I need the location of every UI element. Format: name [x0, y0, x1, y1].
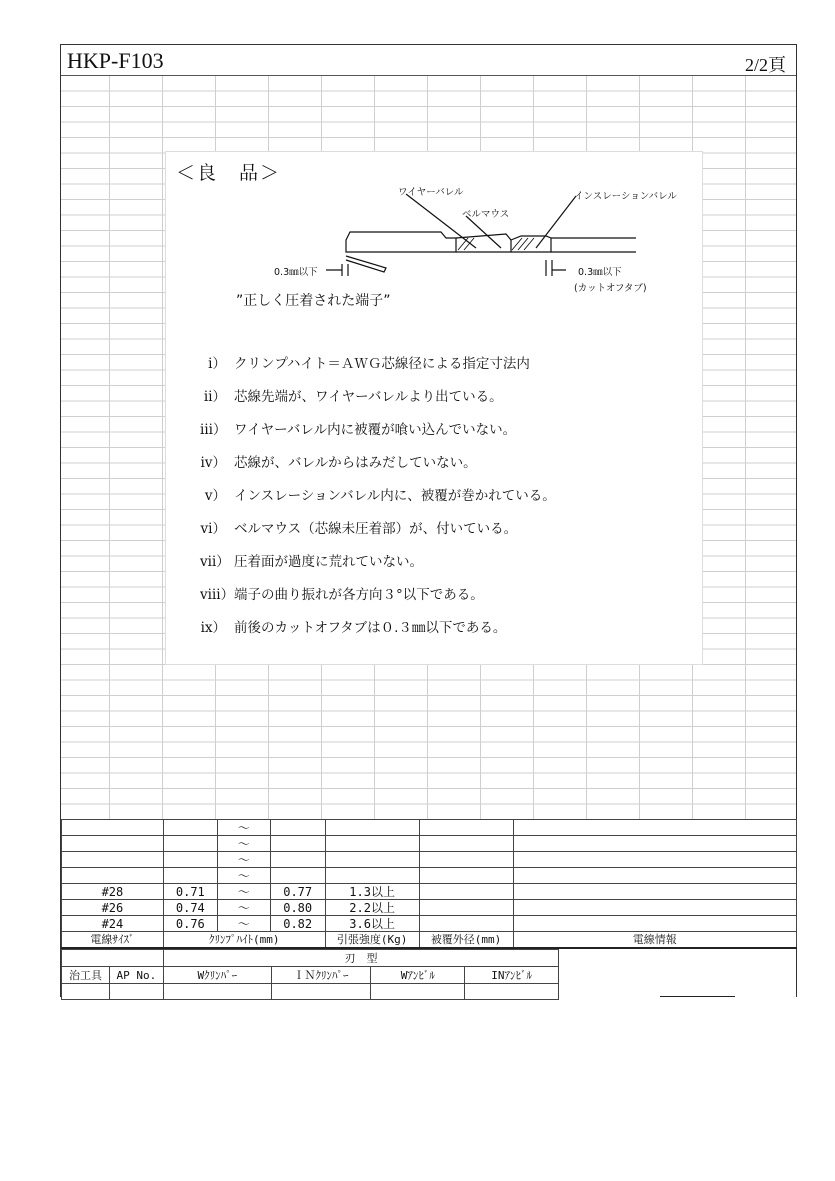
header-crimp-height: ｸﾘﾝﾌﾟﾊｲﾄ(mm) [163, 932, 325, 949]
crimp-min-cell: 0.76 [163, 916, 217, 932]
criterion-number: ⅳ） [200, 455, 226, 471]
criterion-item [200, 418, 556, 451]
outer-dia-cell [419, 900, 513, 916]
crimp-max-cell [270, 820, 325, 836]
header-outer-dia: 被覆外径(mm) [419, 932, 513, 949]
tensile-cell: 1.3以上 [325, 884, 419, 900]
cell-empty [371, 984, 465, 1000]
tilde-cell: ～ [217, 836, 270, 852]
wire-info-cell [513, 852, 796, 868]
criterion-number: ⅶ） [200, 554, 230, 570]
criterion-item [200, 517, 556, 550]
spec-section [61, 819, 796, 998]
outer-dia-cell [419, 868, 513, 884]
page-number: 2/2頁 [744, 55, 786, 75]
tilde-cell: ～ [217, 900, 270, 916]
wire-size-cell: #24 [62, 916, 164, 932]
tooling-table [61, 949, 559, 1000]
tensile-cell [325, 836, 419, 852]
tilde-cell: ～ [217, 916, 270, 932]
wire-size-cell: #26 [62, 900, 164, 916]
wire-size-cell [62, 852, 164, 868]
left-dim-lines [326, 264, 348, 276]
spreadsheet-page [60, 44, 797, 997]
spec-header-row [62, 932, 797, 949]
leader-insulation [536, 196, 576, 248]
criterion-text: 圧着面が過度に荒れていない。 [234, 554, 423, 570]
w-crimper-label: Wｸﾘﾝﾊﾟｰ [163, 967, 271, 984]
spec-row [62, 900, 797, 916]
wire-info-cell [513, 820, 796, 836]
crimp-max-cell: 0.82 [270, 916, 325, 932]
criterion-item [200, 616, 556, 649]
criterion-text: 前後のカットオフタブは０.３㎜以下である。 [234, 620, 507, 636]
spec-row [62, 852, 797, 868]
label-left-cutoff: 0.3㎜以下 [274, 267, 318, 278]
terminal-body [346, 232, 456, 252]
crimp-max-cell [270, 852, 325, 868]
good-product-figure [165, 151, 703, 665]
outer-dia-cell [419, 836, 513, 852]
criterion-text: 端子の曲り振れが各方向３°以下である。 [234, 587, 484, 603]
ap-no-label: AP No. [109, 967, 163, 984]
spec-row [62, 836, 797, 852]
crimp-max-cell [270, 836, 325, 852]
crimp-spec-table [61, 819, 797, 949]
criterion-item [200, 484, 556, 517]
blade-label: 刃 型 [163, 950, 558, 967]
header-wire-info: 電線情報 [513, 932, 796, 949]
outer-dia-cell [419, 852, 513, 868]
tensile-cell [325, 852, 419, 868]
criterion-number: ⅷ） [200, 587, 235, 603]
criterion-item [200, 550, 556, 583]
jig-label: 治工具 [62, 967, 110, 984]
criterion-item [200, 385, 556, 418]
in-crimper-label: ＩＮｸﾘﾝﾊﾟｰ [271, 967, 371, 984]
tilde-cell: ～ [217, 852, 270, 868]
criterion-number: ⅴ） [204, 488, 226, 504]
outer-dia-cell [419, 820, 513, 836]
tilde-cell: ～ [217, 884, 270, 900]
criterion-item [200, 352, 556, 385]
wire-info-cell [513, 916, 796, 932]
document-id: HKP-F103 [67, 48, 164, 73]
left-cutoff-tab [346, 256, 386, 272]
in-anvil-label: INｱﾝﾋﾞﾙ [465, 967, 559, 984]
tool-row-blade [62, 950, 559, 967]
spec-row [62, 884, 797, 900]
outer-dia-cell [419, 884, 513, 900]
criterion-number: ⅰ） [208, 356, 226, 372]
criterion-text: ワイヤーバレル内に被覆が喰い込んでいない。 [234, 422, 517, 438]
wire-size-cell [62, 868, 164, 884]
criteria-list [200, 352, 556, 649]
wire-info-cell [513, 900, 796, 916]
criterion-text: インスレーションバレル内に、被覆が巻かれている。 [234, 488, 556, 504]
footer-rule [660, 996, 735, 997]
header-bar [61, 45, 796, 76]
wire [551, 238, 636, 252]
tool-row-values [62, 984, 559, 1000]
crimp-min-cell [163, 820, 217, 836]
w-anvil-label: Wｱﾝﾋﾞﾙ [371, 967, 465, 984]
cell-empty [465, 984, 559, 1000]
figure-caption: ”正しく圧着された端子” [236, 293, 391, 309]
wire-size-cell [62, 836, 164, 852]
criterion-text: 芯線が、バレルからはみだしていない。 [234, 455, 477, 471]
outer-dia-cell [419, 916, 513, 932]
label-wire-barrel: ワイヤーバレル [398, 187, 464, 198]
wire-info-cell [513, 884, 796, 900]
tensile-cell: 2.2以上 [325, 900, 419, 916]
criterion-item [200, 583, 556, 616]
crimp-max-cell: 0.77 [270, 884, 325, 900]
crimp-max-cell: 0.80 [270, 900, 325, 916]
wire-info-cell [513, 868, 796, 884]
crimp-min-cell [163, 836, 217, 852]
cell-empty [163, 984, 271, 1000]
criterion-number: ⅲ） [200, 422, 227, 438]
leader-wire-barrel [406, 194, 476, 248]
cell-empty [109, 984, 163, 1000]
spec-row [62, 868, 797, 884]
criterion-text: 芯線先端が、ワイヤーバレルより出ている。 [234, 389, 503, 405]
criterion-text: ベルマウス（芯線未圧着部）が、付いている。 [234, 521, 518, 537]
crimp-min-cell [163, 868, 217, 884]
criterion-number: ⅸ） [200, 620, 226, 636]
wire-size-cell [62, 820, 164, 836]
criterion-number: ⅵ） [200, 521, 226, 537]
label-cutoff-tab-note: (カットオフタブ) [574, 283, 647, 294]
label-insulation-barrel: インスレーションバレル [574, 191, 677, 202]
tensile-cell: 3.6以上 [325, 916, 419, 932]
header-tensile: 引張強度(Kg) [325, 932, 419, 949]
label-bell-mouth: ベルマウス [462, 209, 510, 220]
spec-row [62, 820, 797, 836]
criterion-item [200, 451, 556, 484]
leader-bell-mouth [466, 216, 501, 248]
right-dim-lines [546, 260, 566, 276]
crimp-max-cell [270, 868, 325, 884]
cell-empty [62, 984, 110, 1000]
tensile-cell [325, 820, 419, 836]
label-right-cutoff: 0.3㎜以下 [578, 267, 622, 278]
tilde-cell: ～ [217, 820, 270, 836]
crimp-min-cell: 0.71 [163, 884, 217, 900]
crimp-min-cell: 0.74 [163, 900, 217, 916]
crimp-min-cell [163, 852, 217, 868]
criterion-number: ⅱ） [203, 389, 226, 405]
wire-size-cell: #28 [62, 884, 164, 900]
cell-empty [62, 950, 164, 967]
tool-row-headers [62, 967, 559, 984]
tensile-cell [325, 868, 419, 884]
tilde-cell: ～ [217, 868, 270, 884]
spec-row [62, 916, 797, 932]
criterion-text: クリンプハイト＝ＡＷＧ芯線径による指定寸法内 [234, 356, 530, 372]
header-wire-size: 電線ｻｲｽﾞ [62, 932, 164, 949]
cell-empty [271, 984, 371, 1000]
wire-info-cell [513, 836, 796, 852]
figure-heading: ＜良 品＞ [176, 162, 282, 184]
